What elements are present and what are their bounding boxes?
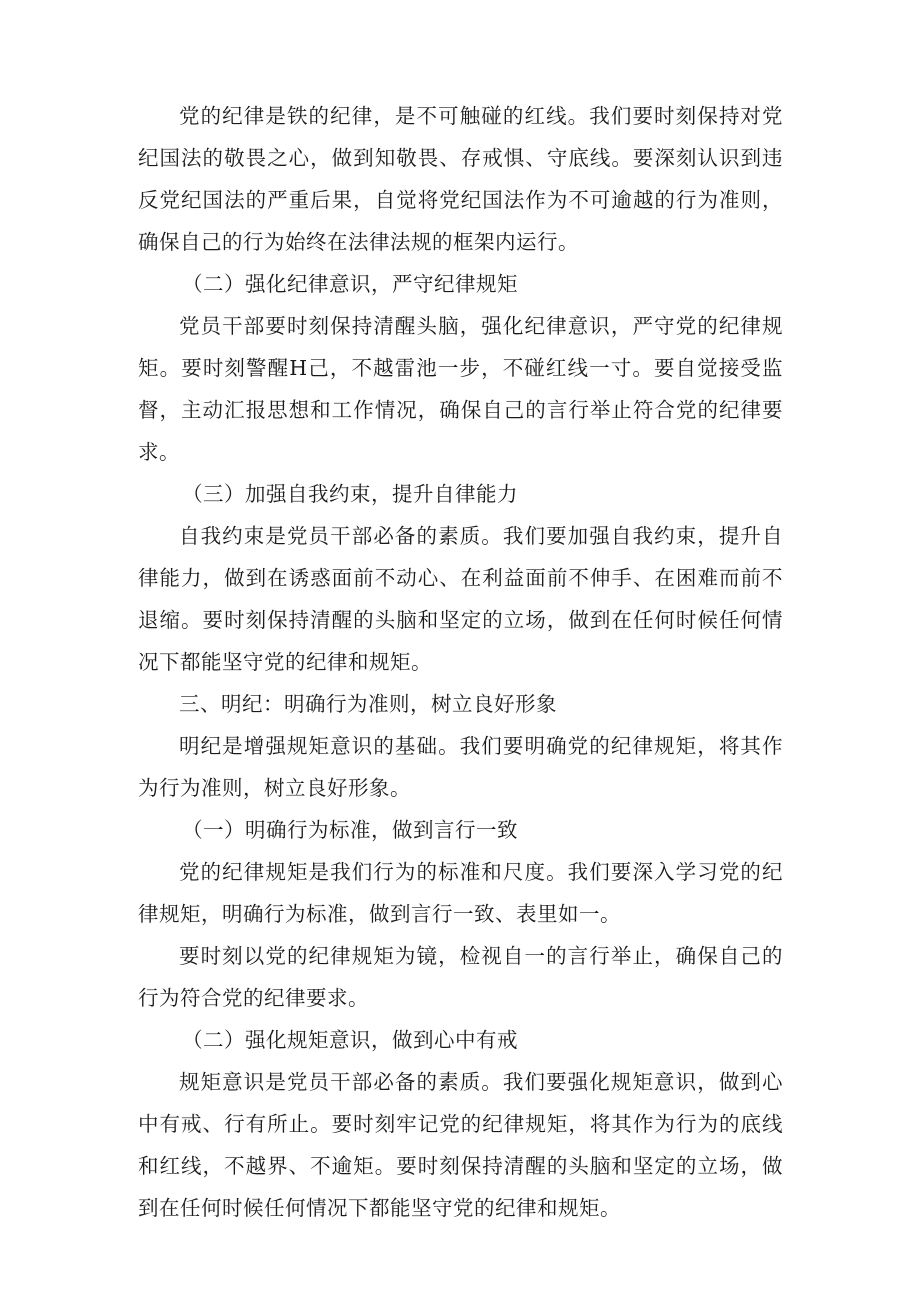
heading-self-restraint: （三）加强自我约束，提升自律能力 [182,482,519,506]
heading-strengthen-discipline: （二）强化纪律意识，严守纪律规矩 [182,272,519,296]
heading-ming-ji: 三、明纪：明确行为准则，树立良好形象 [179,692,557,716]
paragraph-behavior-standard: 党的纪律规矩是我们行为的标准和尺度。我们要深入学习党的纪律规矩，明确行为标准，做到言行一致、表里如一。 [138,860,783,926]
paragraph-mirror: 要时刻以党的纪律规矩为镜，检视自一的言行举止，确保自己的行为符合党的纪律要求。 [138,944,783,1010]
paragraph-ming-ji: 明纪是增强规矩意识的基础。我们要明确党的纪律规矩，将其作为行为准则，树立良好形象。 [138,734,783,800]
paragraph-self-restraint: 自我约束是党员干部必备的素质。我们要加强自我约束，提升自律能力，做到在诱惑面前不动心、在利益面前不伸手、在困难而前不退缩。要时刻保持清醒的头脑和坚定的立场，做到在任何时候任何情况下都能坚守党的纪律和规矩。 [138,524,783,674]
heading-rules-awareness: （二）强化规矩意识，做到心中有戒 [182,1028,519,1052]
document-page [138,95,783,1229]
paragraph-clear-mind: 党员干部要时刻保持清醒头脑，强化纪律意识，严守党的纪律规矩。要时刻警醒H己，不越雷池一步，不碰红线一寸。要自觉接受监督，主动汇报思想和工作情况，确保自己的言行举止符合党的纪律要求。 [138,314,783,464]
heading-behavior-standard: （一）明确行为标准，做到言行一致 [182,818,519,842]
paragraph-rules-awareness: 规矩意识是党员干部必备的素质。我们要强化规矩意识，做到心中有戒、行有所止。要时刻牢记党的纪律规矩，将其作为行为的底线和红线，不越界、不逾矩。要时刻保持清醒的头脑和坚定的立场，做到在任何时候任何情况下都能坚守党的纪律和规矩。 [138,1070,783,1220]
paragraph-discipline-iron: 党的纪律是铁的纪律，是不可触碰的红线。我们要时刻保持对党纪国法的敬畏之心，做到知敬畏、存戒惧、守底线。要深刻认识到违反党纪国法的严重后果，自觉将党纪国法作为不可逾越的行为准则，确保自己的行为始终在法律法规的框架内运行。 [138,104,783,254]
